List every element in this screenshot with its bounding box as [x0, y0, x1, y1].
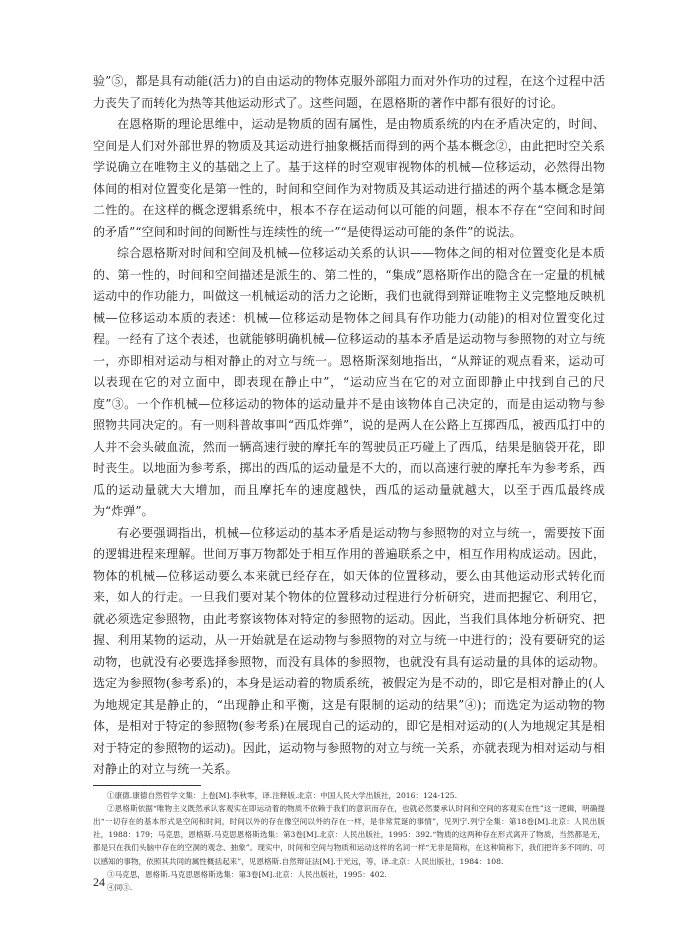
footnote-3: ③马克思，恩格斯.马克思恩格斯选集：第3卷[M].北京：人民出版社，1995：402.: [107, 869, 387, 879]
page-number: 24: [93, 875, 105, 889]
paragraph-3: 综合恩格斯对时间和空间及机械—位移运动关系的认识——物体之间的相对位置变化是本质的、第一性的，时间和空间描述是派生的、第二性的，“集成”恩格斯作出的隐含在一定量的机械运动中的作功能力，叫做这一机械运动的活力之论断，我们也就得到辩证唯物主义完整地反映机械—位移运动本质的表述：机械—位移运动是物体之间具有作功能力(动能)的相对位置变化过程。一经有了这个表述，也就能够明确机械—位移运动的基本矛盾是运动物与参照物的对立与统一，亦即相对运动与相对静止的对立与统一。恩格斯深刻地指出，“从辩证的观点看来，运动可以表现在它的对立面中，即表现在静止中”，“运动应当在它的对立面即静止中找到自己的尺度”③。一个作机械—位移运动的物体的运动量并不是由该物体自己决定的，而是由运动物与参照物共同决定的。有一则科普故事叫“西瓜炸弹”，说的是两人在公路上互掷西瓜，被西瓜打中的人并不会头破血流，然而一辆高速行驶的摩托车的驾驶员正巧碰上了西瓜，结果是脑袋开花，即时丧生。以地面为参考系，掷出的西瓜的运动量是不大的，而以高速行驶的摩托车为参考系，西瓜的运动量就大大增加，而且摩托车的速度越快，西瓜的运动量就越大，以至于西瓜最终成为“炸弹”。: [93, 246, 605, 518]
footnote-4: ④同③.: [107, 882, 133, 892]
footnotes: [93, 789, 605, 895]
paragraph-2: 在恩格斯的理论思维中，运动是物质的固有属性，是由物质系统的内在矛盾决定的，时间、空间是人们对外部世界的物质及其运动进行抽象概括而得到的两个基本概念②，由此把时空关系学说确立在唯物主义的基础之上了。基于这样的时空观审视物体的机械—位移运动，必然得出物体间的相对位置变化是第一性的，时间和空间作为对物质及其运动进行描述的两个基本概念是第二性的。在这样的概念逻辑系统中，根本不存在运动何以可能的问题，根本不存在“空间和时间的矛盾”“空间和时间的间断性与连续性的统一”“是使得运动可能的条件”的说法。: [93, 117, 605, 239]
paragraph-1: 验”⑤，都是具有动能(活力)的自由运动的物体克服外部阻力而对外作功的过程，在这个过程中活力丧失了而转化为热等其他运动形式了。这些问题，在恩格斯的著作中都有很好的讨论。: [93, 74, 605, 110]
paragraph-4: 有必要强调指出，机械—位移运动的基本矛盾是运动物与参照物的对立与统一，需要按下面的逻辑进程来理解。世间万事万物都处于相互作用的普遍联系之中，相互作用构成运动。因此，物体的机械—位移运动要么本来就已经存在，如天体的位置移动，要么由其他运动形式转化而来，如人的行走。一旦我们要对某个物体的位置移动过程进行分析研究，进而把握它、利用它，就必须选定参照物，由此考察该物体对特定的参照物的运动。因此，当我们具体地分析研究、把握、利用某物的运动，从一开始就是在运动物与参照物的对立与统一中进行的；没有要研究的运动物，也就没有必要选择参照物，而没有具体的参照物，也就没有具有运动量的具体的运动物。选定为参照物(参考系)的，本身是运动着的物质系统，被假定为是不动的，即它是相对静止的(人为地规定其是静止的，“出现静止和平衡，这是有限制的运动的结果”④)；而选定为运动物的物体，是相对于特定的参照物(参考系)在展现自己的运动的，即它是相对运动的(人为地规定其是相对于特定的参照物的运动)。因此，运动物与参照物的对立与统一关系，亦就表现为相对运动与相对静止的对立与统一关系。: [93, 525, 605, 776]
footnote-1: ①康德.康德自然哲学文集：上卷[M].李秋零，译.注释版.北京：中国人民大学出版社，2016：124-125.: [107, 790, 458, 800]
article-body: [93, 71, 605, 894]
footnote-2: ②恩格斯依据“唯物主义既然承认客观实在即运动着的物质不依赖于我们的意识而存在，也就必然要承认时间和空间的客观实在性”这一逻辑，明确提出“一切存在的基本形式是空间和时间，时间以外的存在像空间以外的存在一样，是非常荒诞的事情”，见列宁.列宁全集：第18卷[M].北京：人民出版社，1988：179；马克思，恩格斯.马克思恩格斯选集：第3卷[M].北京：人民出版社，1995：392.“物质的这两种存在形式离开了物质，当然都是无，都是只在我们头脑中存在的空洞的观念、抽象”。现实中，时间和空间与物质和运动这样的名词一样“无非是简称，在这种简称下，我们把许多不同的、可以感知的事物，依照其共同的属性概括起来”，见恩格斯.自然辩证法[M].于光远，等，译.北京：人民出版社，1984：108.: [93, 803, 605, 866]
footnote-divider: [93, 785, 201, 786]
